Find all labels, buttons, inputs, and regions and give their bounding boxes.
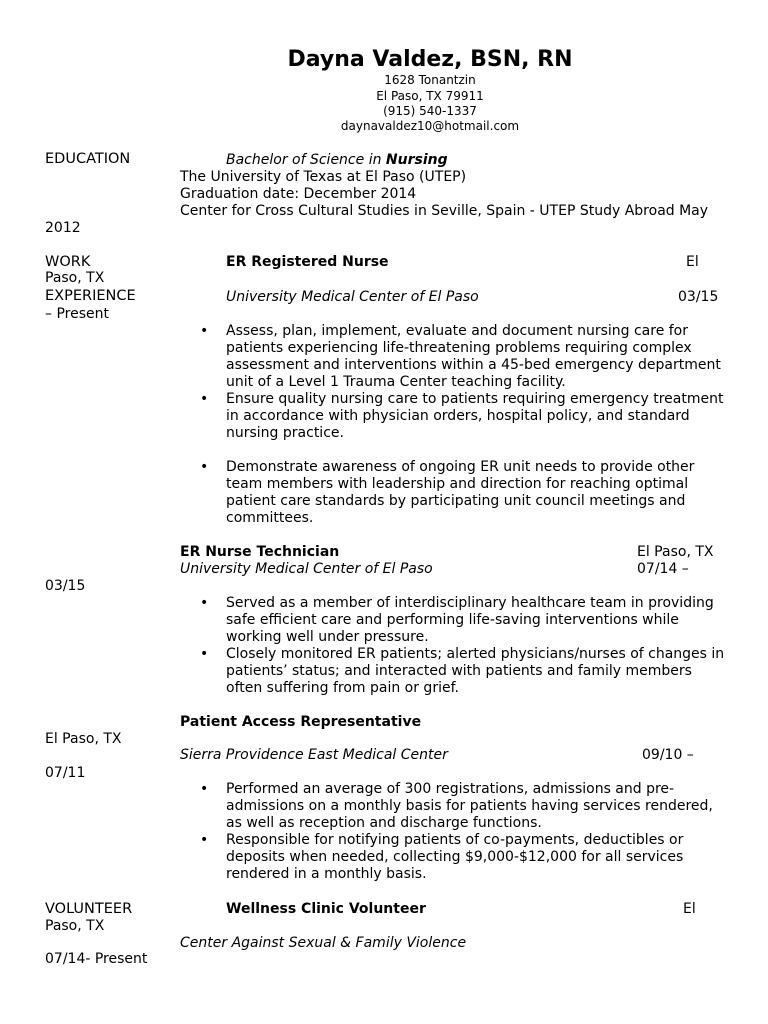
graduation-date: Graduation date: December 2014 bbox=[180, 186, 417, 202]
job-location: El Paso, TX bbox=[45, 731, 122, 747]
degree-prefix: Bachelor of Science in bbox=[226, 152, 386, 168]
job-dates-continued: 07/11 bbox=[45, 765, 86, 781]
degree bbox=[226, 152, 448, 169]
volunteer-location: El bbox=[683, 901, 696, 917]
job-title: ER Nurse Technician bbox=[180, 544, 340, 560]
study-abroad: Center for Cross Cultural Studies in Seville, Spain - UTEP Study Abroad May bbox=[180, 203, 709, 219]
bullet-item: • Ensure quality nursing care to patients requiring emergency treatment in accordance with physician orders, hospital policy, and standard nursing practice. bbox=[200, 391, 730, 442]
education-heading: EDUCATION bbox=[45, 151, 131, 167]
job-bullet-list bbox=[200, 323, 730, 527]
bullet-item: • Demonstrate awareness of ongoing ER unit needs to provide other team members with leadership and direction for reaching optimal patient care standards by participating unit council meetings and committees. bbox=[200, 459, 730, 527]
volunteer-dates: 07/14- Present bbox=[45, 951, 148, 967]
bullet-item: • Served as a member of interdisciplinary healthcare team in providing safe efficient care and performing life-saving interventions while working well under pressure. bbox=[200, 595, 730, 646]
address-street: 1628 Tonantzin bbox=[384, 73, 476, 87]
job-bullet-list bbox=[200, 595, 730, 697]
phone-number: (915) 540-1337 bbox=[383, 104, 477, 118]
degree-major: Nursing bbox=[385, 152, 448, 168]
experience-heading: EXPERIENCE bbox=[45, 288, 136, 304]
work-heading: WORK bbox=[45, 254, 91, 270]
job-dates-continued: 03/15 bbox=[45, 578, 86, 594]
volunteer-location-continued: Paso, TX bbox=[45, 918, 105, 934]
address-city: El Paso, TX 79911 bbox=[376, 89, 484, 103]
volunteer-heading: VOLUNTEER bbox=[45, 901, 133, 917]
job-title: Patient Access Representative bbox=[180, 714, 422, 730]
resume-name: Dayna Valdez, BSN, RN bbox=[287, 47, 573, 72]
bullet-item: • Assess, plan, implement, evaluate and document nursing care for patients experiencing life-threatening problems requiring complex assessment and interventions within a 45-bed emergency department unit of a Level 1 Trauma Center teaching facility. bbox=[200, 323, 730, 391]
job-employer: University Medical Center of El Paso bbox=[226, 289, 479, 305]
study-abroad-year: 2012 bbox=[45, 220, 81, 236]
job-dates: 03/15 bbox=[678, 289, 719, 305]
volunteer-organization: Center Against Sexual & Family Violence bbox=[180, 935, 467, 951]
bullet-item: • Performed an average of 300 registrations, admissions and pre-admissions on a monthly basis for patients having services rendered, as well as reception and discharge functions. bbox=[200, 781, 730, 832]
job-employer: University Medical Center of El Paso bbox=[180, 561, 433, 577]
email-address: daynavaldez10@hotmail.com bbox=[340, 119, 520, 133]
volunteer-title: Wellness Clinic Volunteer bbox=[226, 901, 426, 917]
bullet-item: • Closely monitored ER patients; alerted physicians/nurses of changes in patients’ status; and interacted with patients and family members often suffering from pain or grief. bbox=[200, 646, 730, 697]
job-dates: 07/14 – bbox=[637, 561, 689, 577]
job-employer: Sierra Providence East Medical Center bbox=[180, 747, 448, 763]
job-location: El Paso, TX bbox=[637, 544, 714, 560]
job-bullet-list bbox=[200, 781, 730, 883]
job-dates: 09/10 – bbox=[642, 747, 694, 763]
job-location-continued: Paso, TX bbox=[45, 270, 105, 286]
job-location: El bbox=[686, 254, 699, 270]
job-dates-continued: – Present bbox=[45, 306, 109, 322]
bullet-item: • Responsible for notifying patients of co-payments, deductibles or deposits when needed, collecting $9,000-$12,000 for all services rendered in a monthly basis. bbox=[200, 832, 730, 883]
school-name: The University of Texas at El Paso (UTEP) bbox=[180, 169, 467, 185]
job-title: ER Registered Nurse bbox=[226, 254, 389, 270]
